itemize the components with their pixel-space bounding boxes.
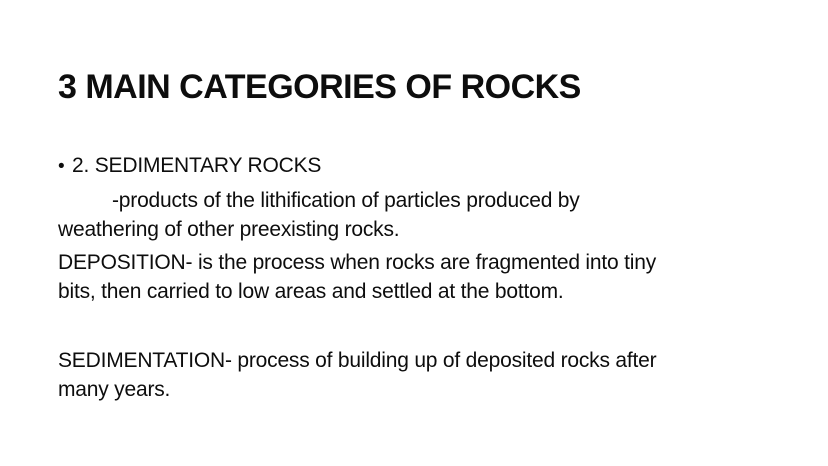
bullet-item-sedimentary-rocks [58,151,748,181]
paragraph-line: SEDIMENTATION- process of building up of deposited rocks after [58,348,657,372]
paragraph-deposition-definition [58,248,748,306]
paragraph-line: bits, then carried to low areas and settled at the bottom. [58,279,564,303]
paragraph-line: DEPOSITION- is the process when rocks are fragmented into tiny [58,250,657,274]
paragraph-line: -products of the lithification of particles produced by [112,188,580,212]
bullet-marker: • [58,155,65,177]
paragraph-line: many years. [58,377,171,401]
bullet-text: 2. SEDIMENTARY ROCKS [72,153,322,177]
slide-title: 3 MAIN CATEGORIES OF ROCKS [58,67,581,106]
paragraph-lithification-definition [58,186,748,244]
paragraph-line: weathering of other preexisting rocks. [58,217,400,241]
paragraph-sedimentation-definition [58,346,748,404]
